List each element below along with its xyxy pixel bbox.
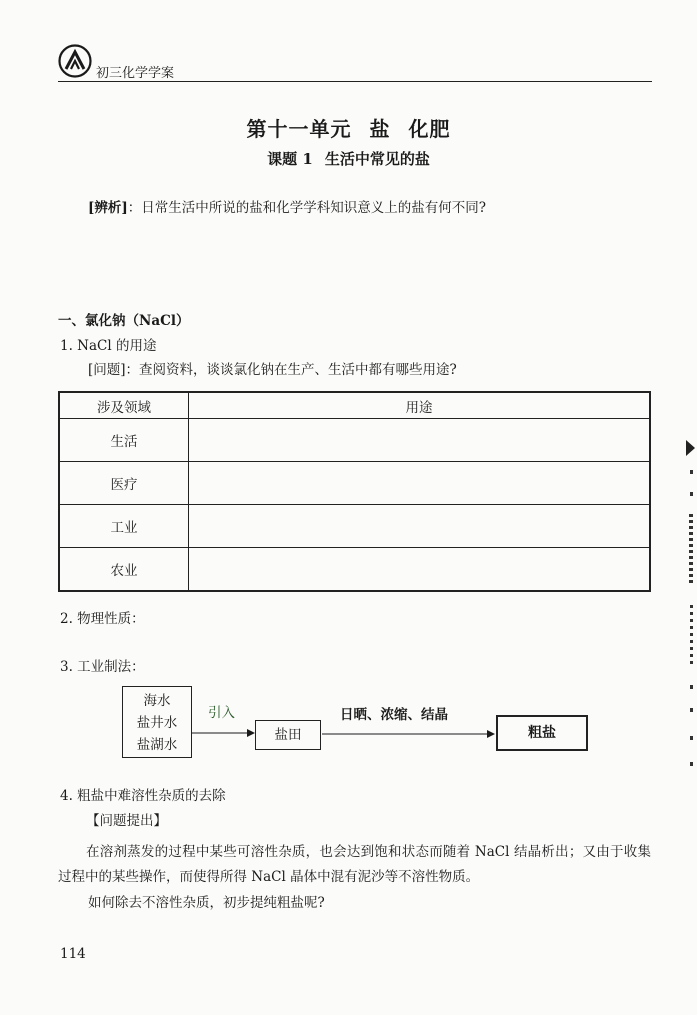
analysis-prompt: [88, 198, 486, 218]
analysis-text: ：日常生活中所说的盐和化学学科知识意义上的盐有何不同?: [127, 200, 487, 216]
flow-arrow-1: [192, 726, 256, 740]
item-4-question: 如何除去不溶性杂质，初步提纯粗盐呢?: [88, 895, 325, 911]
flow-arrow-2: [322, 727, 496, 741]
table-cell-field: 生活: [59, 419, 189, 462]
flow-arrow-1-label: 引入: [208, 705, 235, 721]
table-cell-field: 医疗: [59, 462, 189, 505]
table-header-row: [59, 392, 650, 419]
table-cell-use-blank: [189, 419, 651, 462]
item-4-subhead: 【问题提出】: [86, 813, 167, 829]
lesson-title: 课题 1 生活中常见的盐: [267, 150, 430, 168]
uses-table: [58, 391, 651, 592]
publisher-logo-icon: [58, 44, 92, 78]
page-number: 114: [60, 946, 86, 962]
analysis-label: [辨析]: [88, 200, 128, 216]
table-row: [59, 419, 650, 462]
item-1-question: [问题]：查阅资料，谈谈氯化钠在生产、生活中都有哪些用途?: [88, 362, 457, 378]
table-cell-field: 工业: [59, 505, 189, 548]
table-cell-field: 农业: [59, 548, 189, 592]
flow-product-box: 粗盐: [496, 715, 588, 751]
unit-title: 第十一单元 盐 化肥: [246, 117, 451, 141]
flow-source-box: [122, 686, 192, 758]
table-cell-use-blank: [189, 462, 651, 505]
flow-field-box: 盐田: [255, 720, 321, 750]
item-3-title: 3. 工业制法：: [60, 659, 145, 675]
table-row: [59, 505, 650, 548]
header-title: 初三化学学案: [96, 66, 175, 81]
binding-edge-marks: [684, 440, 697, 780]
flow-arrow-2-label: 日晒、浓缩、结晶: [340, 707, 448, 723]
flow-source-item: 盐湖水: [136, 737, 178, 753]
item-4-paragraph: 在溶剂蒸发的过程中某些可溶性杂质，也会达到饱和状态而随着 NaCl 结晶析出；又由于收集过程中的某些操作，而使得所得 NaCl 晶体中混有泥沙等不溶性物质。: [58, 844, 651, 885]
table-row: [59, 548, 650, 592]
flow-source-item: 海水: [143, 693, 171, 709]
table-header-use: 用途: [189, 392, 651, 419]
flow-source-item: 盐井水: [136, 715, 178, 731]
header-rule: [58, 81, 652, 82]
section-title: 一、氯化钠（NaCl）: [58, 313, 190, 329]
table-cell-use-blank: [189, 505, 651, 548]
item-1-title: 1. NaCl 的用途: [60, 338, 157, 354]
table-cell-use-blank: [189, 548, 651, 592]
table-header-field: 涉及领域: [59, 392, 189, 419]
item-2-title: 2. 物理性质：: [60, 611, 145, 627]
item-4-title: 4. 粗盐中难溶性杂质的去除: [60, 788, 226, 804]
table-row: [59, 462, 650, 505]
